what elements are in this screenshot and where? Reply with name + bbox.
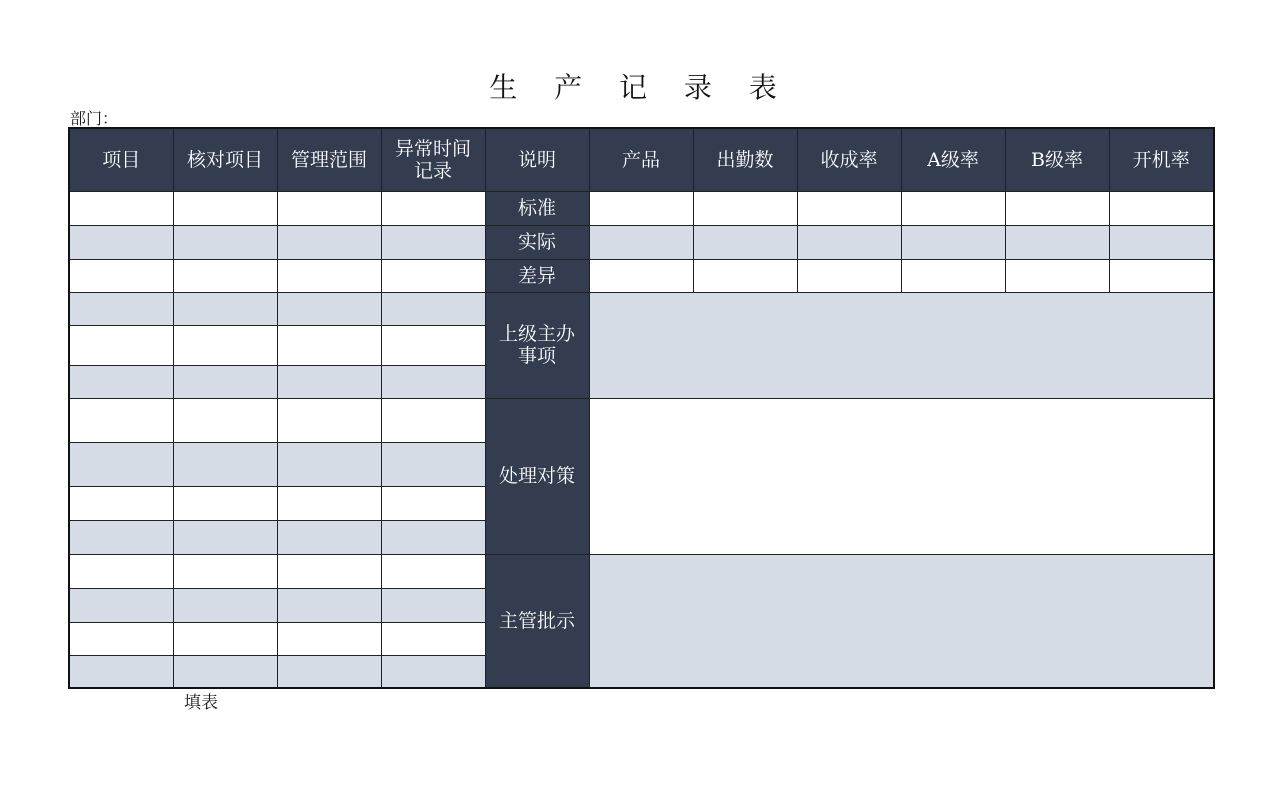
cell-input[interactable] bbox=[173, 325, 277, 365]
cell-input[interactable] bbox=[381, 325, 485, 365]
header-check-item: 核对项目 bbox=[173, 128, 277, 191]
header-a-rate: A级率 bbox=[901, 128, 1005, 191]
cell-input[interactable] bbox=[1005, 225, 1109, 259]
cell-input[interactable] bbox=[901, 191, 1005, 225]
cell-input[interactable] bbox=[381, 398, 485, 442]
cell-input[interactable] bbox=[69, 398, 173, 442]
superior-tasks-line2: 事项 bbox=[517, 345, 556, 367]
table-row bbox=[69, 554, 1214, 588]
table-row bbox=[69, 398, 1214, 442]
page-title: 生 产 记 录 表 bbox=[489, 71, 791, 104]
row-label-standard: 标准 bbox=[485, 191, 589, 225]
cell-input[interactable] bbox=[69, 292, 173, 325]
cell-input[interactable] bbox=[381, 259, 485, 292]
cell-input[interactable] bbox=[69, 225, 173, 259]
cell-input[interactable] bbox=[1005, 191, 1109, 225]
cell-input[interactable] bbox=[381, 554, 485, 588]
cell-input[interactable] bbox=[1005, 259, 1109, 292]
row-label-actual: 实际 bbox=[485, 225, 589, 259]
cell-input[interactable] bbox=[277, 225, 381, 259]
cell-input[interactable] bbox=[69, 365, 173, 398]
cell-input[interactable] bbox=[277, 622, 381, 655]
cell-input[interactable] bbox=[381, 655, 485, 688]
cell-input[interactable] bbox=[277, 442, 381, 486]
header-uptime-rate: 开机率 bbox=[1109, 128, 1214, 191]
header-item: 项目 bbox=[69, 128, 173, 191]
filler-label: 填表 bbox=[184, 693, 218, 713]
superior-tasks-line1: 上级主办 bbox=[498, 323, 575, 345]
countermeasures-content[interactable] bbox=[589, 398, 1214, 554]
cell-input[interactable] bbox=[277, 486, 381, 520]
cell-input[interactable] bbox=[69, 588, 173, 622]
superior-tasks-content[interactable] bbox=[589, 292, 1214, 398]
supervisor-instructions-content[interactable] bbox=[589, 554, 1214, 688]
cell-input[interactable] bbox=[277, 325, 381, 365]
cell-input[interactable] bbox=[901, 259, 1005, 292]
cell-input[interactable] bbox=[381, 486, 485, 520]
cell-input[interactable] bbox=[1109, 259, 1214, 292]
cell-input[interactable] bbox=[381, 292, 485, 325]
cell-input[interactable] bbox=[173, 486, 277, 520]
cell-input[interactable] bbox=[173, 655, 277, 688]
header-attendance: 出勤数 bbox=[693, 128, 797, 191]
cell-input[interactable] bbox=[797, 225, 901, 259]
header-yield-rate: 收成率 bbox=[797, 128, 901, 191]
cell-input[interactable] bbox=[277, 191, 381, 225]
cell-input[interactable] bbox=[173, 442, 277, 486]
cell-input[interactable] bbox=[173, 191, 277, 225]
department-label: 部门： bbox=[70, 109, 119, 128]
cell-input[interactable] bbox=[693, 259, 797, 292]
cell-input[interactable] bbox=[277, 292, 381, 325]
cell-input[interactable] bbox=[381, 191, 485, 225]
cell-input[interactable] bbox=[173, 365, 277, 398]
cell-input[interactable] bbox=[381, 365, 485, 398]
header-abnormal-time-line2: 记录 bbox=[413, 159, 452, 182]
cell-input[interactable] bbox=[277, 588, 381, 622]
cell-input[interactable] bbox=[69, 486, 173, 520]
cell-input[interactable] bbox=[173, 292, 277, 325]
cell-input[interactable] bbox=[589, 191, 693, 225]
cell-input[interactable] bbox=[901, 225, 1005, 259]
cell-input[interactable] bbox=[69, 191, 173, 225]
cell-input[interactable] bbox=[69, 325, 173, 365]
table-row bbox=[69, 292, 1214, 325]
row-label-difference: 差异 bbox=[485, 259, 589, 292]
cell-input[interactable] bbox=[173, 588, 277, 622]
header-desc: 说明 bbox=[485, 128, 589, 191]
row-label-countermeasures: 处理对策 bbox=[485, 398, 589, 554]
cell-input[interactable] bbox=[173, 554, 277, 588]
cell-input[interactable] bbox=[381, 588, 485, 622]
cell-input[interactable] bbox=[277, 520, 381, 554]
cell-input[interactable] bbox=[277, 655, 381, 688]
table-row bbox=[69, 225, 1214, 259]
cell-input[interactable] bbox=[277, 259, 381, 292]
header-product: 产品 bbox=[589, 128, 693, 191]
cell-input[interactable] bbox=[173, 398, 277, 442]
cell-input[interactable] bbox=[381, 225, 485, 259]
cell-input[interactable] bbox=[277, 398, 381, 442]
cell-input[interactable] bbox=[693, 191, 797, 225]
header-abnormal-time-line1: 异常时间 bbox=[394, 137, 471, 160]
cell-input[interactable] bbox=[381, 442, 485, 486]
header-mgmt-scope: 管理范围 bbox=[277, 128, 381, 191]
cell-input[interactable] bbox=[69, 554, 173, 588]
row-label-supervisor-instructions: 主管批示 bbox=[485, 554, 589, 688]
cell-input[interactable] bbox=[797, 259, 901, 292]
cell-input[interactable] bbox=[69, 622, 173, 655]
header-abnormal-time bbox=[381, 128, 485, 191]
table-row bbox=[69, 259, 1214, 292]
cell-input[interactable] bbox=[1109, 225, 1214, 259]
table-row bbox=[69, 191, 1214, 225]
header-b-rate: B级率 bbox=[1005, 128, 1109, 191]
cell-input[interactable] bbox=[381, 622, 485, 655]
cell-input[interactable] bbox=[69, 259, 173, 292]
cell-input[interactable] bbox=[1109, 191, 1214, 225]
cell-input[interactable] bbox=[173, 520, 277, 554]
production-record-table bbox=[68, 127, 1215, 689]
cell-input[interactable] bbox=[589, 225, 693, 259]
cell-input[interactable] bbox=[69, 442, 173, 486]
cell-input[interactable] bbox=[693, 225, 797, 259]
cell-input[interactable] bbox=[589, 259, 693, 292]
row-label-superior-tasks bbox=[485, 292, 589, 398]
cell-input[interactable] bbox=[277, 554, 381, 588]
header-row bbox=[69, 128, 1214, 191]
cell-input[interactable] bbox=[277, 365, 381, 398]
cell-input[interactable] bbox=[173, 259, 277, 292]
cell-input[interactable] bbox=[69, 520, 173, 554]
cell-input[interactable] bbox=[173, 225, 277, 259]
cell-input[interactable] bbox=[797, 191, 901, 225]
cell-input[interactable] bbox=[381, 520, 485, 554]
cell-input[interactable] bbox=[69, 655, 173, 688]
cell-input[interactable] bbox=[173, 622, 277, 655]
